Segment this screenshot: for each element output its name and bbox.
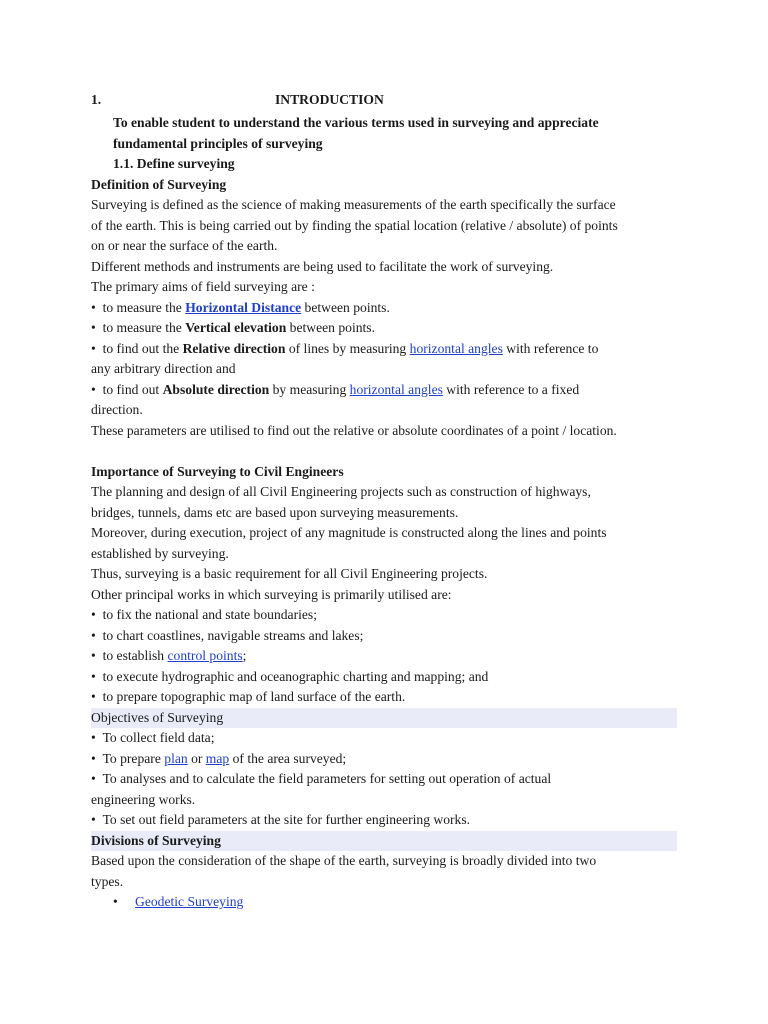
aim-text: to find out xyxy=(102,381,163,397)
spacer xyxy=(91,441,681,462)
importance-text-line: The planning and design of all Civil Engineering projects such as construction of highways, xyxy=(91,484,591,499)
objective-item xyxy=(91,769,681,790)
aim-text: with reference to a fixed xyxy=(442,381,580,397)
importance-text-line: Moreover, during execution, project of any magnitude is constructed along the lines and points xyxy=(91,525,607,540)
aim-text: between points. xyxy=(286,320,375,335)
aim-item xyxy=(91,380,681,401)
work-text: to prepare topographic map of land surface of the earth. xyxy=(102,689,406,704)
control-points-link[interactable]: control points xyxy=(167,648,243,663)
objective-continuation: engineering works. xyxy=(91,791,196,807)
work-text: ; xyxy=(242,648,247,663)
definition-text-line: Different methods and instruments are being used to facilitate the work of surveying. xyxy=(91,258,554,274)
bullet: • xyxy=(91,299,96,315)
bullet: • xyxy=(91,627,96,643)
objective-text: To collect field data; xyxy=(102,730,215,745)
divisions-text-line: Based upon the consideration of the shape of the earth, surveying is broadly divided into two xyxy=(91,853,597,868)
definition-text-line: on or near the surface of the earth. xyxy=(91,238,278,253)
work-text: to establish xyxy=(102,648,168,663)
definition-text-line: of the earth. This is being carried out by finding the spatial location (relative / absolute) of points xyxy=(91,217,618,233)
aim-text: with reference to xyxy=(502,340,599,356)
objective-text: To set out field parameters at the site for further engineering works. xyxy=(102,812,471,827)
bullet: • xyxy=(91,812,96,827)
bullet: • xyxy=(91,320,96,335)
aim-continuation: direction. xyxy=(91,402,143,417)
aim-term: Vertical elevation xyxy=(185,320,287,335)
horizontal-angles-link[interactable]: horizontal angles xyxy=(349,381,443,397)
aim-line-2: fundamental principles of surveying xyxy=(113,135,323,151)
bullet: • xyxy=(91,730,96,745)
aim-term: Relative direction xyxy=(182,340,286,356)
bullet: • xyxy=(113,894,118,909)
importance-text-line: Thus, surveying is a basic requirement for all Civil Engineering projects. xyxy=(91,566,488,581)
bullet: • xyxy=(91,340,96,356)
division-type-item xyxy=(91,892,681,913)
objective-item xyxy=(91,749,681,770)
objective-text: or xyxy=(187,750,206,766)
section-title: INTRODUCTION xyxy=(275,92,384,107)
bullet: • xyxy=(91,771,96,786)
work-text: to chart coastlines, navigable streams and lakes; xyxy=(102,627,364,643)
bullet: • xyxy=(91,648,96,663)
intro-heading-row xyxy=(91,92,681,113)
work-item xyxy=(91,646,681,667)
definition-text-line: Surveying is defined as the science of making measurements of the earth specifically the surface xyxy=(91,197,616,212)
aim-continuation: any arbitrary direction and xyxy=(91,361,236,376)
work-text: to execute hydrographic and oceanographic charting and mapping; and xyxy=(102,668,489,684)
plan-link[interactable]: plan xyxy=(164,750,188,766)
importance-text-line: established by surveying. xyxy=(91,545,229,561)
bullet: • xyxy=(91,689,96,704)
divisions-heading: Divisions of Surveying xyxy=(91,831,677,852)
aim-text: between points. xyxy=(301,299,390,315)
works-intro: Other principal works in which surveying is primarily utilised are: xyxy=(91,586,452,602)
horizontal-distance-link[interactable]: Horizontal Distance xyxy=(185,299,302,315)
parameters-text: These parameters are utilised to find out the relative or absolute coordinates of a point / location. xyxy=(91,422,617,438)
section-number: 1. xyxy=(91,92,102,107)
definition-heading: Definition of Surveying xyxy=(91,176,227,192)
bullet: • xyxy=(91,750,96,766)
work-item xyxy=(91,667,681,688)
aim-term: Absolute direction xyxy=(162,381,270,397)
aim-item xyxy=(91,298,681,319)
work-item xyxy=(91,605,681,626)
aim-item xyxy=(91,339,681,360)
divisions-text-line: types. xyxy=(91,873,124,889)
bullet: • xyxy=(91,381,96,397)
aim-item xyxy=(91,318,681,339)
objective-text: To analyses and to calculate the field parameters for setting out operation of actual xyxy=(102,771,552,786)
work-text: to fix the national and state boundaries; xyxy=(102,607,317,622)
document-page xyxy=(91,92,681,913)
objectives-heading: Objectives of Surveying xyxy=(91,708,677,729)
map-link[interactable]: map xyxy=(205,750,230,766)
aim-line-1: To enable student to understand the various terms used in surveying and appreciate xyxy=(113,115,599,130)
work-item xyxy=(91,687,681,708)
aim-text: by measuring xyxy=(269,381,350,397)
work-item xyxy=(91,626,681,647)
aim-text: to measure the xyxy=(102,299,186,315)
objective-text: of the area surveyed; xyxy=(229,750,347,766)
subsection-title: 1.1. Define surveying xyxy=(113,156,235,171)
aim-text: to find out the xyxy=(102,340,183,356)
objective-item xyxy=(91,810,681,831)
objective-text: To prepare xyxy=(102,750,165,766)
aim-text: of lines by measuring xyxy=(285,340,410,356)
bullet: • xyxy=(91,607,96,622)
importance-heading: Importance of Surveying to Civil Engineers xyxy=(91,463,344,479)
objective-item xyxy=(91,728,681,749)
aim-text: to measure the xyxy=(102,320,186,335)
importance-text-line: bridges, tunnels, dams etc are based upon surveying measurements. xyxy=(91,504,459,520)
aims-intro: The primary aims of field surveying are : xyxy=(91,279,315,294)
bullet: • xyxy=(91,668,96,684)
horizontal-angles-link[interactable]: horizontal angles xyxy=(409,340,503,356)
geodetic-surveying-link[interactable]: Geodetic Surveying xyxy=(135,894,244,909)
